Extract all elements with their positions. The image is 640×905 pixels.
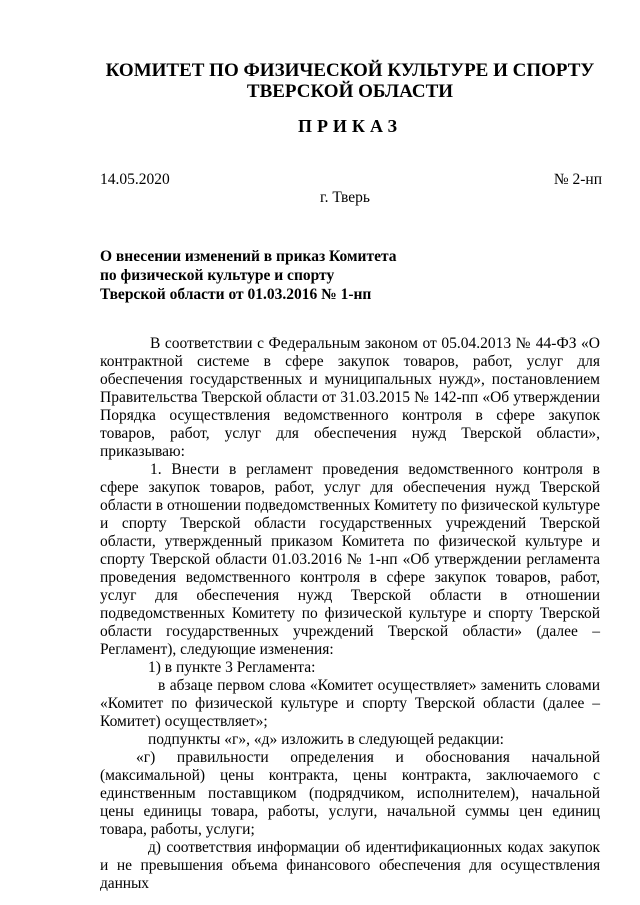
document-subject — [100, 247, 397, 304]
body-paragraph: 1) в пункте 3 Регламента: — [148, 659, 316, 676]
subject-line: по физической культуре и спорту — [100, 267, 335, 284]
document-type: ПРИКАЗ — [297, 116, 403, 136]
org-name-line1: КОМИТЕТ ПО ФИЗИЧЕСКОЙ КУЛЬТУРЕ И СПОРТУ — [105, 60, 595, 81]
body-paragraph: в абзаце первом слова «Комитет осуществляет» заменить словами «Комитет по физической культуре и спорту Тверской области (далее – Комитет) осуществляет»; — [100, 677, 600, 730]
body-paragraph: подпункты «г», «д» изложить в следующей редакции: — [148, 731, 504, 748]
subject-line: Тверской области от 01.03.2016 № 1-нп — [100, 286, 372, 303]
body-paragraph: 1. Внести в регламент проведения ведомственного контроля в сфере закупок товаров, работ, услуг для обеспечения нужд Тверской области в отношении подведомственных Комитету по физической культуре и спорту Тверской области государственных учреждений Тверской области, утвержденный приказом Комитета по физической культуре и спорту Тверской области 01.03.2016 № 1-нп «Об утверждении регламента проведения ведомственного контроля в сфере закупок товаров, работ, услуг для обеспечения нужд Тверской области в отношении подведомственных Комитету по физической культуре и спорту Тверской области государственных учреждений Тверской области» (далее – Регламент), следующие изменения: — [100, 461, 600, 658]
document-body — [100, 335, 600, 893]
document-number: № 2-нп — [553, 171, 602, 188]
document-date: 14.05.2020 — [100, 171, 170, 188]
org-name-line2: ТВЕРСКОЙ ОБЛАСТИ — [246, 81, 454, 102]
body-paragraph: В соответствии с Федеральным законом от 05.04.2013 № 44-ФЗ «О контрактной системе в сфере закупок товаров, работ, услуг для обеспечения государственных и муниципальных нужд», постановлением Правительства Тверской области от 31.03.2015 № 142-пп «Об утверждении Порядка осуществления ведомственного контроля в сфере закупок товаров, работ, услуг для обеспечения нужд Тверской области», приказываю: — [100, 335, 600, 460]
subject-line: О внесении изменений в приказ Комитета — [100, 248, 397, 265]
body-paragraph: д) соответствия информации об идентификационных кодах закупок и не превышения объема финансового обеспечения для осуществления данных — [100, 839, 600, 892]
body-paragraph: «г) правильности определения и обоснования начальной (максимальной) цены контракта, цены контракта, заключаемого с единственным поставщиком (подрядчиком, исполнителем), начальной цены единицы товара, работы, услуги, начальной суммы цен единиц товара, работы, услуги; — [100, 749, 600, 838]
document-city: г. Тверь — [320, 189, 370, 206]
